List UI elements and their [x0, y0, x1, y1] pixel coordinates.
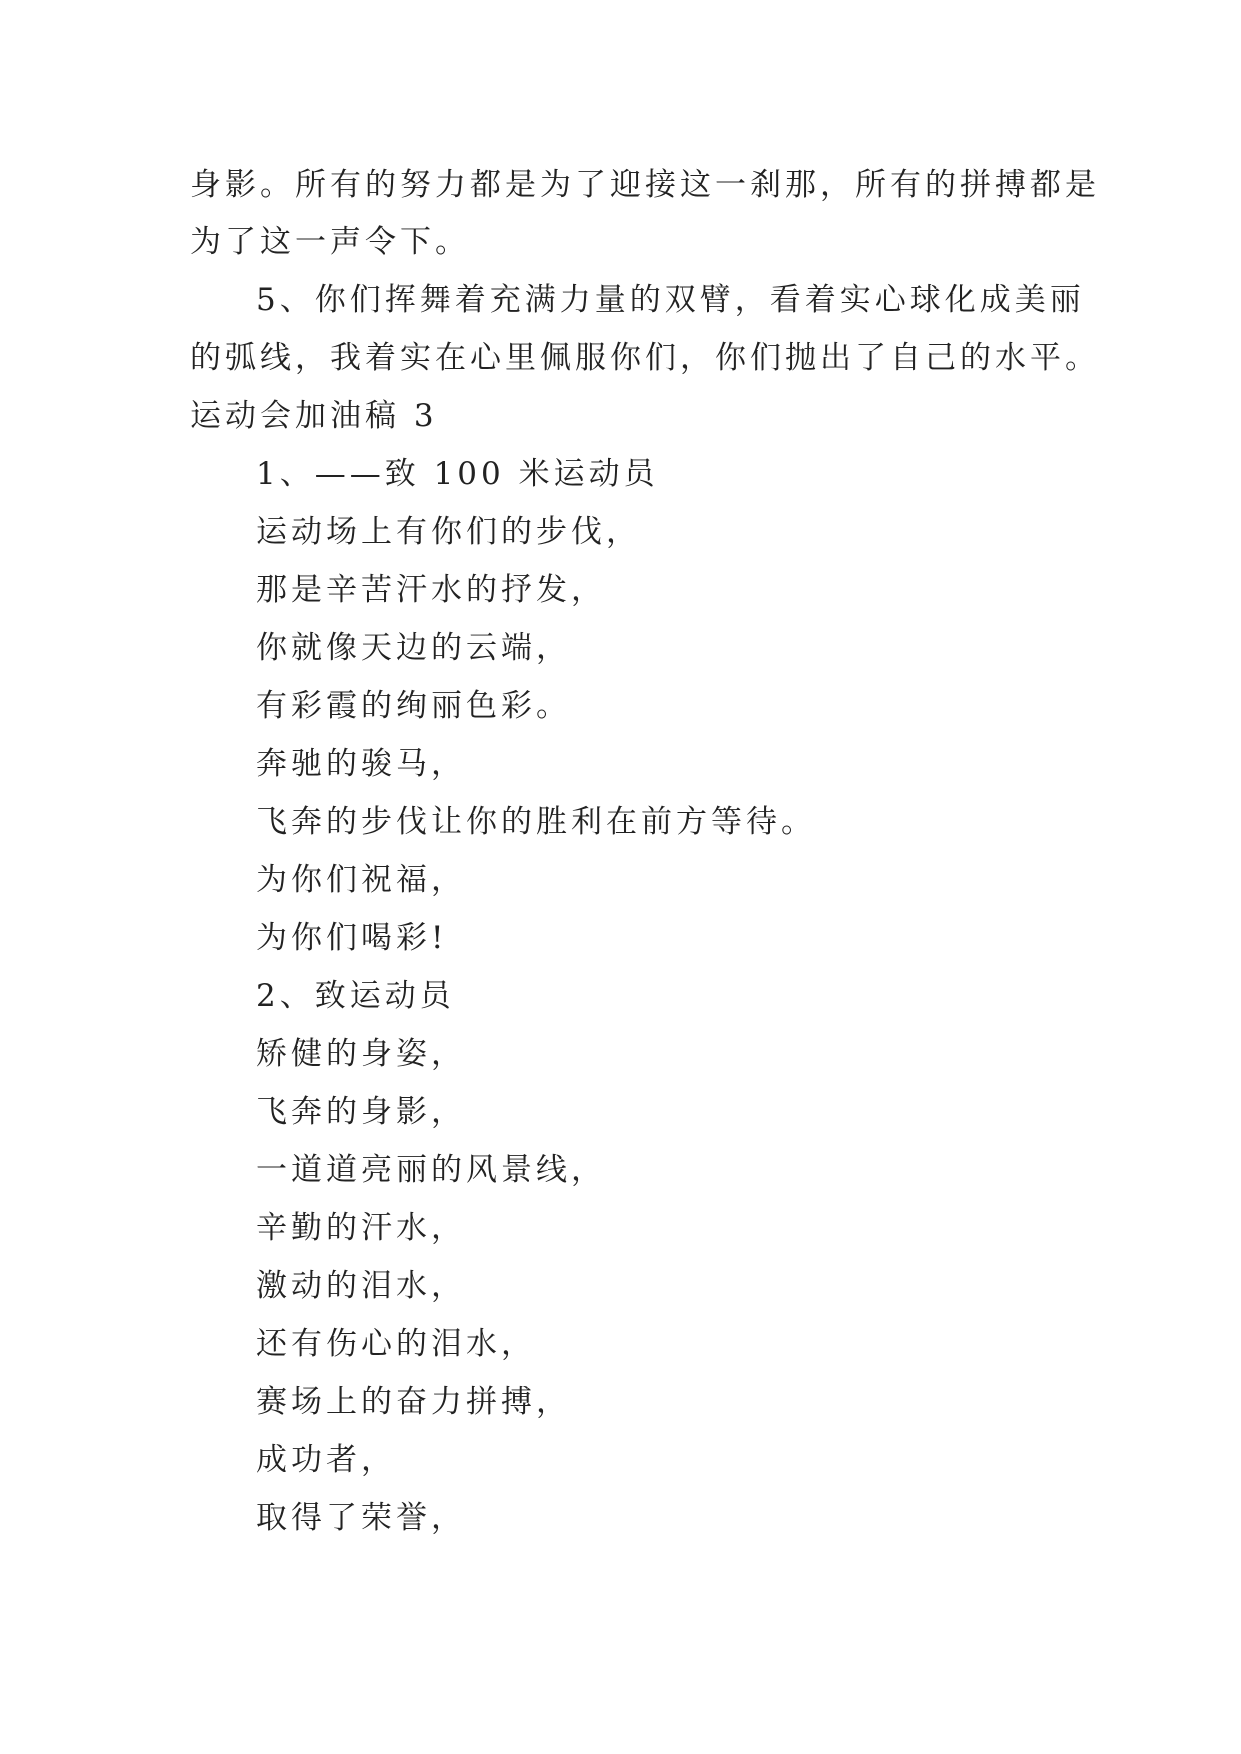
poem-line: 成功者，	[256, 1442, 396, 1478]
poem-line: 为你们喝彩!	[256, 920, 448, 956]
poem-line: 飞奔的步伐让你的胜利在前方等待。	[256, 804, 816, 840]
poem-line: 矫健的身姿，	[256, 1036, 466, 1072]
poem-title: 1、——致 100 米运动员	[256, 456, 659, 492]
paragraph-line: 的弧线，我着实在心里佩服你们，你们抛出了自己的水平。	[190, 340, 1100, 376]
paragraph-line: 为了这一声令下。	[190, 224, 470, 260]
paragraph-line: 身影。所有的努力都是为了迎接这一刹那，所有的拼搏都是	[190, 167, 1100, 203]
poem-line: 运动场上有你们的步伐，	[256, 514, 641, 550]
poem-line: 那是辛苦汗水的抒发，	[256, 572, 606, 608]
poem-line: 你就像天边的云端，	[256, 630, 571, 666]
poem-line: 辛勤的汗水，	[256, 1210, 466, 1246]
poem-line: 一道道亮丽的风景线，	[256, 1152, 606, 1188]
section-heading: 运动会加油稿 3	[190, 398, 438, 434]
poem-line: 激动的泪水，	[256, 1268, 466, 1304]
poem-line: 奔驰的骏马，	[256, 746, 466, 782]
poem-title: 2、致运动员	[256, 978, 455, 1014]
paragraph-line: 5、你们挥舞着充满力量的双臂，看着实心球化成美丽	[256, 282, 1085, 318]
poem-line: 还有伤心的泪水，	[256, 1326, 536, 1362]
poem-line: 取得了荣誉，	[256, 1500, 466, 1536]
poem-line: 飞奔的身影，	[256, 1094, 466, 1130]
poem-line: 有彩霞的绚丽色彩。	[256, 688, 571, 724]
poem-line: 为你们祝福，	[256, 862, 466, 898]
poem-line: 赛场上的奋力拼搏，	[256, 1384, 571, 1420]
